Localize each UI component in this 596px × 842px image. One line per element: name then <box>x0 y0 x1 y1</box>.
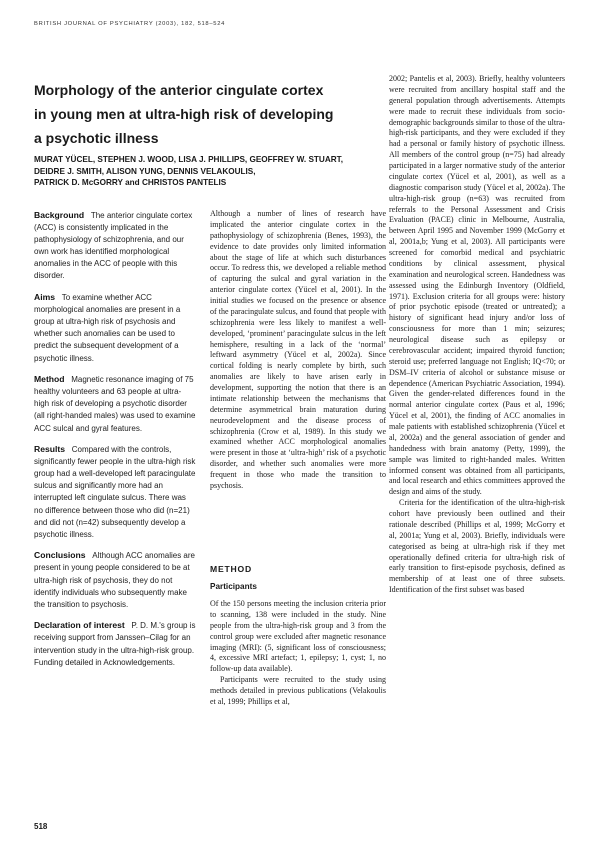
abstract-text: To examine whether ACC morphological anomalies are present in a group at ultra-high risk of psychosis and whether such anomalies can be used to predict the subsequent development of a psychotic illness. <box>34 293 181 363</box>
abstract-heading: Background <box>34 210 85 220</box>
body-paragraph: 2002; Pantelis et al, 2003). Briefly, healthy volunteers were recruited from ancillary hospital staff and the general population through advertisements. Attempts were made to recruit these individuals from socio-demographic backgrounds similar to those of the ultra-high-risk participants, and they were excluded if they had a personal or family history of psychotic illness. All members of the control group (n=75) had already participated in a larger normative study of the anterior cingulate cortex (Yücel et al, 2001), as well as a diagnostic comparison study (Yücel et al, 2002a). The ultra-high-risk group (n=63) was recruited from referrals to the Personal Assessment and Crisis Evaluation (PACE) clinic in Melbourne, Australia, between April 1995 and November 1999 (McGorry et al, 2001a,b; Yung et al, 2003). All participants were screened for comorbid medical and psychiatric conditions by clinical assessment, physical examination and neurological screen. Handedness was assessed using the Edinburgh Inventory (Oldfield, 1971). Exclusion criteria for all groups were: history of prior psychotic episode (treated or untreated); a history of significant head injury and/or loss of consciousness for more than 1 min; seizures; neurological disease such as epilepsy or cerebrovascular accident; impaired thyroid function; steroid use; preferred language not English; IQ<70; or DSM–IV criteria of alcohol or substance misuse or dependence (American Psychiatric Association, 1994). Given the gender-related differences found in the normal anterior cingulate cortex (Paus et al, 1996; Yücel et al, 2001), the finding of ACC anomalies in male patients with established schizophrenia (Yücel et al, 2002a) and the general association of gender and handedness with brain anatomy (Petty, 1999), the sample was limited to right-handed males. Written informed consent was obtained from all participants, and local research and ethics committees approved the design and aims of the study. <box>389 74 565 497</box>
title-line: in young men at ultra-high risk of developing <box>34 106 334 122</box>
abstract-heading: Conclusions <box>34 550 86 561</box>
abstract-text: The anterior cingulate cortex (ACC) is consistently implicated in the pathophysiology of schizophrenia, and our own work has identified morphological anomalies in the ACC of people with this disorder. <box>34 211 193 281</box>
abstract-heading: Results <box>34 444 66 455</box>
author-line: MURAT YÜCEL, STEPHEN J. WOOD, LISA J. PHILLIPS, GEOFFREY W. STUART, <box>34 155 344 164</box>
abstract <box>34 209 196 677</box>
abstract-text: Compared with the controls, significantly fewer people in the ultra-high risk group had a well-developed left paracingulate sulcus and significantly more had an interrupted left cingulate sulcus. There was no difference between those who did (n=21) and did not (n=42) subsequently develop a psychotic illness. <box>34 445 196 539</box>
abstract-declaration <box>34 619 196 668</box>
body-column-intro <box>210 209 386 492</box>
body-column-participants <box>210 599 386 708</box>
page-number: 518 <box>34 822 48 831</box>
author-line: PATRICK D. McGORRY and CHRISTOS PANTELIS <box>34 178 227 188</box>
title-line: a psychotic illness <box>34 130 159 146</box>
abstract-background <box>34 209 196 283</box>
abstract-aims <box>34 291 196 365</box>
running-head: BRITISH JOURNAL OF PSYCHIATRY (2003), 182, 518–524 <box>34 21 226 27</box>
participants-heading: Participants <box>210 582 257 591</box>
body-column-right <box>389 74 565 596</box>
abstract-heading: Aims <box>34 292 56 303</box>
abstract-conclusions <box>34 549 196 610</box>
abstract-method <box>34 373 196 434</box>
title-line: Morphology of the anterior cingulate cortex <box>34 82 324 98</box>
abstract-results <box>34 443 196 541</box>
author-list <box>34 154 374 189</box>
intro-paragraph: Although a number of lines of research have implicated the anterior cingulate cortex in the pathophysiology of schizophrenia (Benes, 1993), the evidence to date provides only limited information about the stage of life at which such disturbances occur. To redress this, we developed a reliable method of capturing the sulcal and gyral variation in the anterior cingulate cortex (Yücel et al, 2001). In the initial studies we focused on the presence or absence of the paracingulate sulcus, and found that people with schizophrenia were less likely to manifest a well-developed, ‘prominent’ paracingulate sulcus in the left hemisphere, resulting in a lack of the ‘normal’ leftward asymmetry (Yücel et al, 2002a). Since cortical folding is nearly complete by birth, such anomalies are likely to have arisen early in development, supporting the notion that there is an intimate relationship between the mechanisms that determine asymmetrical brain maturation during neurodevelopment and the disease process of schizophrenia (Crow et al, 1989). In this study we examined whether ACC morphological anomalies were present in those at ‘ultra-high’ risk of a psychotic disorder, and whether such anomalies were more frequent in those who made the transition to psychosis. <box>210 209 386 490</box>
abstract-heading: Declaration of interest <box>34 620 125 631</box>
author-line: DEIDRE J. SMITH, ALISON YUNG, DENNIS VELAKOULIS, <box>34 166 256 176</box>
body-paragraph: Criteria for the identification of the ultra-high-risk cohort have previously been outlined and their rationale described (Phillips et al, 1999; McGorry et al, 2001a; Yung et al, 2003). Briefly, individuals were categorised as being at ultra-high risk if they met operationally defined criteria for ultra-high risk of early transition to first-episode psychosis, defined as membership of at least one of three subsets. Identification of the first subset was based <box>389 498 565 595</box>
method-heading: METHOD <box>210 564 253 574</box>
abstract-text: Magnetic resonance imaging of 75 healthy volunteers and 63 people at ultra-high risk of developing a psychotic disorder (all right-handed males) was used to examine ACC sulcal and gyral features. <box>34 375 196 433</box>
abstract-text: P. D. M.'s group is receiving support from Janssen–Cilag for an intervention study in the ultra-high-risk group. Funding detailed in Acknowledgements. <box>34 621 196 667</box>
abstract-heading: Method <box>34 374 65 385</box>
participants-paragraph: Of the 150 persons meeting the inclusion criteria prior to scanning, 138 were included in the study. Nine people from the ultra-high-risk group and 3 from the control group were excluded after magnetic resonance imaging (MRI): (5, significant loss of consciousness; 4, excessive MRI artefact; 1, epilepsy; 1, cyst; 1, no follow-up data available). <box>210 599 386 674</box>
participants-paragraph: Participants were recruited to the study using methods detailed in previous publications (Velakoulis et al, 1999; Phillips et al, <box>210 675 386 706</box>
article-title <box>34 78 354 150</box>
abstract-text: Although ACC anomalies are present in young people considered to be at ultra-high risk of psychosis, they do not identify individuals who subsequently make the transition to psychosis. <box>34 551 195 609</box>
